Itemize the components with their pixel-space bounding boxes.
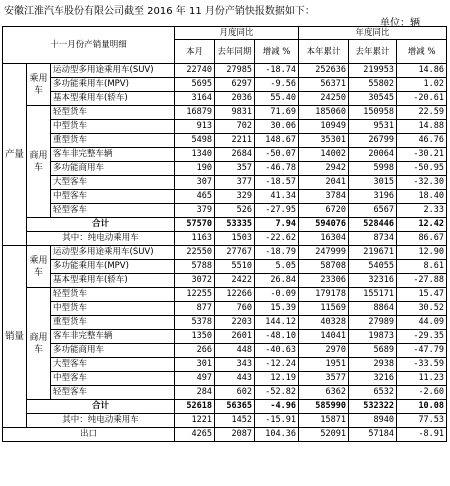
last-year-month-value-cell: 6297 bbox=[215, 78, 255, 92]
month-value-cell: 379 bbox=[175, 204, 215, 218]
commercial-vehicle-group-label: 商用车 bbox=[27, 106, 51, 218]
annual-growth-cell: 18.40 bbox=[397, 190, 447, 204]
annual-growth-cell: 46.76 bbox=[397, 134, 447, 148]
last-year-month-value-cell: 56365 bbox=[215, 400, 255, 414]
year-cumulative-cell: 2041 bbox=[299, 176, 349, 190]
table-row bbox=[3, 64, 447, 78]
annual-growth-cell: -8.91 bbox=[397, 428, 447, 442]
last-year-month-value-cell: 27985 bbox=[215, 64, 255, 78]
last-year-month-value-cell: 2203 bbox=[215, 316, 255, 330]
last-year-cumulative-cell: 54055 bbox=[349, 260, 397, 274]
monthly-growth-cell: -4.96 bbox=[255, 400, 299, 414]
table-row bbox=[3, 120, 447, 134]
month-value-cell: 497 bbox=[175, 372, 215, 386]
month-value-cell: 12255 bbox=[175, 288, 215, 302]
last-year-cumulative-cell: 5998 bbox=[349, 162, 397, 176]
year-cumulative-cell: 23306 bbox=[299, 274, 349, 288]
year-cumulative-cell: 179178 bbox=[299, 288, 349, 302]
year-cumulative-cell: 3577 bbox=[299, 372, 349, 386]
table-row bbox=[3, 274, 447, 288]
annual-growth-cell: -50.95 bbox=[397, 162, 447, 176]
monthly-growth-cell: 26.84 bbox=[255, 274, 299, 288]
monthly-growth-cell: -18.57 bbox=[255, 176, 299, 190]
vehicle-type-cell: 中型货车 bbox=[51, 302, 175, 316]
last-year-month-value-cell: 448 bbox=[215, 344, 255, 358]
year-cumulative-cell: 15871 bbox=[299, 414, 349, 428]
total-label: 合计 bbox=[27, 400, 175, 414]
vehicle-type-cell: 中型货车 bbox=[51, 120, 175, 134]
production-section-label: 产量 bbox=[3, 64, 27, 246]
vehicle-type-cell: 轻型货车 bbox=[51, 288, 175, 302]
last-year-cumulative-cell: 3015 bbox=[349, 176, 397, 190]
vehicle-type-cell: 轻型客车 bbox=[51, 204, 175, 218]
annual-growth-cell: 77.53 bbox=[397, 414, 447, 428]
year-cumulative-cell: 3784 bbox=[299, 190, 349, 204]
last-year-month-value-cell: 443 bbox=[215, 372, 255, 386]
monthly-growth-cell: 5.05 bbox=[255, 260, 299, 274]
passenger-car-group-label: 乘用车 bbox=[27, 64, 51, 106]
last-year-month-value-cell: 760 bbox=[215, 302, 255, 316]
monthly-growth-cell: -0.09 bbox=[255, 288, 299, 302]
sales-section-label: 销量 bbox=[3, 246, 27, 428]
annual-growth-cell: 14.88 bbox=[397, 120, 447, 134]
year-cumulative-cell: 252636 bbox=[299, 64, 349, 78]
year-cumulative-cell: 6362 bbox=[299, 386, 349, 400]
vehicle-type-cell: 大型客车 bbox=[51, 358, 175, 372]
commercial-vehicle-group-label: 商用车 bbox=[27, 288, 51, 400]
last-year-month-value-cell: 9831 bbox=[215, 106, 255, 120]
table-row bbox=[3, 344, 447, 358]
last-year-cumulative-cell: 9531 bbox=[349, 120, 397, 134]
monthly-growth-cell: -50.07 bbox=[255, 148, 299, 162]
vehicle-type-cell: 中型客车 bbox=[51, 372, 175, 386]
month-value-cell: 16879 bbox=[175, 106, 215, 120]
table-row bbox=[3, 288, 447, 302]
year-cumulative-cell: 14002 bbox=[299, 148, 349, 162]
vehicle-type-cell: 运动型多用途乘用车(SUV) bbox=[51, 64, 175, 78]
monthly-growth-cell: 41.34 bbox=[255, 190, 299, 204]
table-row bbox=[3, 134, 447, 148]
last-year-month-value-cell: 377 bbox=[215, 176, 255, 190]
month-value-cell: 5788 bbox=[175, 260, 215, 274]
total-label: 合计 bbox=[27, 218, 175, 232]
ev-label: 其中：纯电动乘用车 bbox=[27, 414, 175, 428]
export-label: 出口 bbox=[3, 428, 175, 442]
item-column-header: 十一月份产销量明细 bbox=[3, 27, 175, 64]
annual-growth-cell: 2.33 bbox=[397, 204, 447, 218]
annual-growth-cell: -33.59 bbox=[397, 358, 447, 372]
table-row bbox=[3, 302, 447, 316]
export-row bbox=[3, 428, 447, 442]
annual-growth-cell: 15.47 bbox=[397, 288, 447, 302]
ev-row bbox=[3, 232, 447, 246]
annual-growth-cell: 14.86 bbox=[397, 64, 447, 78]
table-row bbox=[3, 358, 447, 372]
annual-growth-cell: 8.61 bbox=[397, 260, 447, 274]
annual-growth-cell: 12.42 bbox=[397, 218, 447, 232]
monthly-growth-cell: -9.56 bbox=[255, 78, 299, 92]
year-cumulative-cell: 56371 bbox=[299, 78, 349, 92]
month-value-cell: 1340 bbox=[175, 148, 215, 162]
monthly-growth-cell: -27.95 bbox=[255, 204, 299, 218]
last-year-month-value-cell: 1452 bbox=[215, 414, 255, 428]
annual-growth-cell: -47.79 bbox=[397, 344, 447, 358]
month-value-cell: 22740 bbox=[175, 64, 215, 78]
last-year-cumulative-cell: 19873 bbox=[349, 330, 397, 344]
month-value-cell: 22550 bbox=[175, 246, 215, 260]
monthly-growth-cell: 144.12 bbox=[255, 316, 299, 330]
month-value-cell: 1221 bbox=[175, 414, 215, 428]
table-row bbox=[3, 92, 447, 106]
vehicle-type-cell: 基本型乘用车(轿车) bbox=[51, 92, 175, 106]
last-year-cumulative-cell: 32316 bbox=[349, 274, 397, 288]
last-year-month-value-cell: 2601 bbox=[215, 330, 255, 344]
last-year-month-value-cell: 602 bbox=[215, 386, 255, 400]
monthly-growth-cell: 104.36 bbox=[255, 428, 299, 442]
vehicle-type-cell: 客车非完整车辆 bbox=[51, 148, 175, 162]
this-year-cum-header: 本年累计 bbox=[299, 40, 349, 64]
month-value-cell: 284 bbox=[175, 386, 215, 400]
ev-label: 其中：纯电动乘用车 bbox=[27, 232, 175, 246]
year-cumulative-cell: 58708 bbox=[299, 260, 349, 274]
table-row bbox=[3, 260, 447, 274]
annual-growth-cell: 10.08 bbox=[397, 400, 447, 414]
month-value-cell: 190 bbox=[175, 162, 215, 176]
last-year-cumulative-cell: 3216 bbox=[349, 372, 397, 386]
annual-growth-header: 增减 % bbox=[397, 40, 447, 64]
monthly-growth-cell: -48.10 bbox=[255, 330, 299, 344]
month-value-cell: 52618 bbox=[175, 400, 215, 414]
monthly-growth-cell: -12.24 bbox=[255, 358, 299, 372]
last-year-cumulative-cell: 6532 bbox=[349, 386, 397, 400]
vehicle-type-cell: 运动型多用途乘用车(SUV) bbox=[51, 246, 175, 260]
vehicle-type-cell: 大型客车 bbox=[51, 176, 175, 190]
last-year-month-value-cell: 2211 bbox=[215, 134, 255, 148]
table-row bbox=[3, 148, 447, 162]
total-row bbox=[3, 400, 447, 414]
last-year-cumulative-cell: 27989 bbox=[349, 316, 397, 330]
year-cumulative-cell: 52091 bbox=[299, 428, 349, 442]
month-value-cell: 1350 bbox=[175, 330, 215, 344]
table-row bbox=[3, 162, 447, 176]
monthly-group-header: 月度同比 bbox=[175, 27, 299, 40]
month-value-cell: 307 bbox=[175, 176, 215, 190]
year-cumulative-cell: 16304 bbox=[299, 232, 349, 246]
last-year-month-value-cell: 2087 bbox=[215, 428, 255, 442]
monthly-growth-cell: -46.78 bbox=[255, 162, 299, 176]
year-cumulative-cell: 14041 bbox=[299, 330, 349, 344]
last-year-cumulative-cell: 528446 bbox=[349, 218, 397, 232]
total-row bbox=[3, 218, 447, 232]
last-year-month-value-cell: 1503 bbox=[215, 232, 255, 246]
last-year-month-value-cell: 2036 bbox=[215, 92, 255, 106]
vehicle-type-cell: 重型货车 bbox=[51, 316, 175, 330]
last-year-cumulative-cell: 2938 bbox=[349, 358, 397, 372]
annual-growth-cell: 44.09 bbox=[397, 316, 447, 330]
last-year-cumulative-cell: 5689 bbox=[349, 344, 397, 358]
monthly-growth-cell: 15.39 bbox=[255, 302, 299, 316]
vehicle-type-cell: 多功能商用车 bbox=[51, 344, 175, 358]
last-year-cumulative-cell: 532322 bbox=[349, 400, 397, 414]
year-cumulative-cell: 40328 bbox=[299, 316, 349, 330]
month-value-cell: 5695 bbox=[175, 78, 215, 92]
month-value-cell: 5498 bbox=[175, 134, 215, 148]
table-row bbox=[3, 372, 447, 386]
annual-group-header: 年度同比 bbox=[299, 27, 447, 40]
vehicle-type-cell: 轻型客车 bbox=[51, 386, 175, 400]
annual-growth-cell: -29.35 bbox=[397, 330, 447, 344]
month-value-cell: 3164 bbox=[175, 92, 215, 106]
unit-label: 单位：辆 bbox=[380, 18, 420, 29]
monthly-growth-cell: 55.40 bbox=[255, 92, 299, 106]
vehicle-type-cell: 基本型乘用车(轿车) bbox=[51, 274, 175, 288]
month-value-cell: 4265 bbox=[175, 428, 215, 442]
vehicle-type-cell: 中型客车 bbox=[51, 190, 175, 204]
year-cumulative-cell: 6720 bbox=[299, 204, 349, 218]
last-year-cumulative-cell: 6567 bbox=[349, 204, 397, 218]
last-year-month-value-cell: 5510 bbox=[215, 260, 255, 274]
last-year-cumulative-cell: 57184 bbox=[349, 428, 397, 442]
last-year-cumulative-cell: 8940 bbox=[349, 414, 397, 428]
last-year-month-value-cell: 12266 bbox=[215, 288, 255, 302]
year-cumulative-cell: 585990 bbox=[299, 400, 349, 414]
table-row bbox=[3, 246, 447, 260]
month-value-cell: 913 bbox=[175, 120, 215, 134]
month-value-cell: 266 bbox=[175, 344, 215, 358]
year-cumulative-cell: 24250 bbox=[299, 92, 349, 106]
year-cumulative-cell: 594076 bbox=[299, 218, 349, 232]
vehicle-type-cell: 多功能乘用车(MPV) bbox=[51, 78, 175, 92]
month-value-cell: 57570 bbox=[175, 218, 215, 232]
table-row bbox=[3, 204, 447, 218]
year-cumulative-cell: 1951 bbox=[299, 358, 349, 372]
year-cumulative-cell: 35301 bbox=[299, 134, 349, 148]
annual-growth-cell: 12.90 bbox=[397, 246, 447, 260]
last-year-cumulative-cell: 26799 bbox=[349, 134, 397, 148]
last-year-month-value-cell: 329 bbox=[215, 190, 255, 204]
passenger-car-group-label: 乘用车 bbox=[27, 246, 51, 288]
last-year-month-value-cell: 53335 bbox=[215, 218, 255, 232]
vehicle-type-cell: 客车非完整车辆 bbox=[51, 330, 175, 344]
last-year-cumulative-cell: 219953 bbox=[349, 64, 397, 78]
table-row bbox=[3, 176, 447, 190]
vehicle-type-cell: 轻型货车 bbox=[51, 106, 175, 120]
last-year-month-value-cell: 343 bbox=[215, 358, 255, 372]
month-value-cell: 877 bbox=[175, 302, 215, 316]
annual-growth-cell: 11.23 bbox=[397, 372, 447, 386]
month-value-cell: 301 bbox=[175, 358, 215, 372]
annual-growth-cell: 86.67 bbox=[397, 232, 447, 246]
last-year-month-value-cell: 2422 bbox=[215, 274, 255, 288]
table-row bbox=[3, 316, 447, 330]
vehicle-type-cell: 多功能商用车 bbox=[51, 162, 175, 176]
year-cumulative-cell: 247999 bbox=[299, 246, 349, 260]
monthly-growth-cell: -52.82 bbox=[255, 386, 299, 400]
month-value-cell: 1163 bbox=[175, 232, 215, 246]
annual-growth-cell: -27.88 bbox=[397, 274, 447, 288]
monthly-growth-cell: 12.19 bbox=[255, 372, 299, 386]
last-year-cumulative-cell: 20064 bbox=[349, 148, 397, 162]
monthly-growth-header: 增减 % bbox=[255, 40, 299, 64]
last-year-month-value-cell: 357 bbox=[215, 162, 255, 176]
annual-growth-cell: -20.61 bbox=[397, 92, 447, 106]
table-row bbox=[3, 190, 447, 204]
month-value-cell: 5378 bbox=[175, 316, 215, 330]
this-month-header: 本月 bbox=[175, 40, 215, 64]
annual-growth-cell: -30.21 bbox=[397, 148, 447, 162]
monthly-growth-cell: 148.67 bbox=[255, 134, 299, 148]
monthly-growth-cell: 30.06 bbox=[255, 120, 299, 134]
last-year-cumulative-cell: 55802 bbox=[349, 78, 397, 92]
annual-growth-cell: -2.60 bbox=[397, 386, 447, 400]
annual-growth-cell: 30.52 bbox=[397, 302, 447, 316]
monthly-growth-cell: -22.62 bbox=[255, 232, 299, 246]
ev-row bbox=[3, 414, 447, 428]
document-title: 安徽江淮汽车股份有限公司截至 2016 年 11 月份产销快报数据如下： bbox=[4, 6, 315, 17]
last-year-month-value-cell: 702 bbox=[215, 120, 255, 134]
last-year-cumulative-cell: 30545 bbox=[349, 92, 397, 106]
annual-growth-cell: -32.30 bbox=[397, 176, 447, 190]
last-year-cumulative-cell: 8864 bbox=[349, 302, 397, 316]
year-cumulative-cell: 2970 bbox=[299, 344, 349, 358]
last-year-cumulative-cell: 155171 bbox=[349, 288, 397, 302]
table-row bbox=[3, 330, 447, 344]
year-cumulative-cell: 185060 bbox=[299, 106, 349, 120]
annual-growth-cell: 1.02 bbox=[397, 78, 447, 92]
production-sales-table bbox=[2, 26, 447, 442]
last-year-month-value-cell: 27767 bbox=[215, 246, 255, 260]
month-value-cell: 465 bbox=[175, 190, 215, 204]
year-cumulative-cell: 10949 bbox=[299, 120, 349, 134]
table-row bbox=[3, 106, 447, 120]
last-year-cumulative-cell: 3196 bbox=[349, 190, 397, 204]
last-year-month-value-cell: 526 bbox=[215, 204, 255, 218]
monthly-growth-cell: 7.94 bbox=[255, 218, 299, 232]
vehicle-type-cell: 多功能乘用车(MPV) bbox=[51, 260, 175, 274]
vehicle-type-cell: 重型货车 bbox=[51, 134, 175, 148]
last-year-month-value-cell: 2684 bbox=[215, 148, 255, 162]
month-value-cell: 3072 bbox=[175, 274, 215, 288]
monthly-growth-cell: -18.74 bbox=[255, 64, 299, 78]
annual-growth-cell: 22.59 bbox=[397, 106, 447, 120]
table-row bbox=[3, 78, 447, 92]
last-year-cumulative-cell: 219671 bbox=[349, 246, 397, 260]
monthly-growth-cell: -15.91 bbox=[255, 414, 299, 428]
monthly-growth-cell: 71.69 bbox=[255, 106, 299, 120]
last-year-cumulative-cell: 150958 bbox=[349, 106, 397, 120]
year-cumulative-cell: 2942 bbox=[299, 162, 349, 176]
last-year-same-header: 去年同期 bbox=[215, 40, 255, 64]
monthly-growth-cell: -18.79 bbox=[255, 246, 299, 260]
last-year-cum-header: 去年累计 bbox=[349, 40, 397, 64]
last-year-cumulative-cell: 8734 bbox=[349, 232, 397, 246]
year-cumulative-cell: 11569 bbox=[299, 302, 349, 316]
monthly-growth-cell: -40.63 bbox=[255, 344, 299, 358]
table-row bbox=[3, 386, 447, 400]
